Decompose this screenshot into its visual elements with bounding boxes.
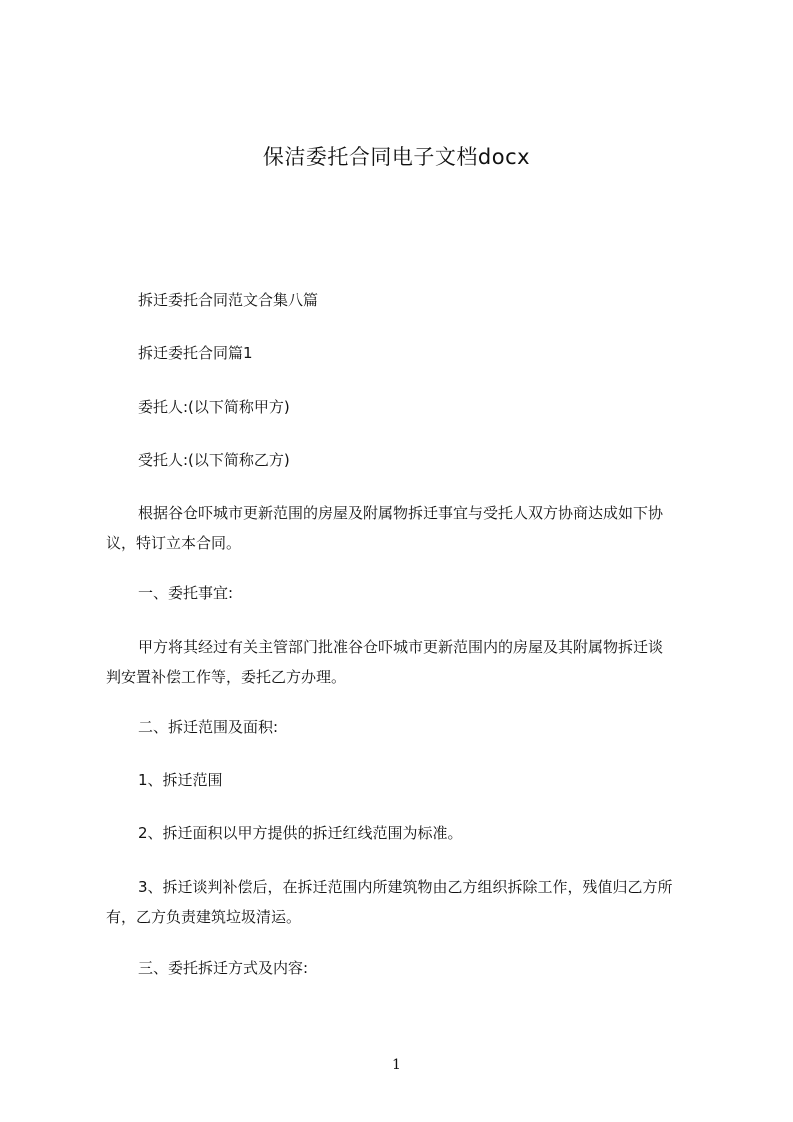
article-1-line-1: 甲方将其经过有关主管部门批准谷仓吓城市更新范围内的房屋及其附属物拆迁谈 xyxy=(138,638,664,656)
article-2-heading: 二、拆迁范围及面积: xyxy=(138,718,279,736)
article-1-line-2: 判安置补偿工作等，委托乙方办理。 xyxy=(106,668,347,686)
page-number: 1 xyxy=(392,1057,401,1073)
collection-heading: 拆迁委托合同范文合集八篇 xyxy=(138,291,319,309)
item-2: 2、拆迁面积以甲方提供的拆迁红线范围为标准。 xyxy=(138,824,463,842)
agent-line: 受托人:(以下简称乙方) xyxy=(138,451,290,469)
intro-paragraph xyxy=(106,498,706,558)
section-title: 拆迁委托合同篇1 xyxy=(138,344,253,362)
intro-line-2: 议，特订立本合同。 xyxy=(106,534,242,552)
intro-line-1: 根据谷仓吓城市更新范围的房屋及附属物拆迁事宜与受托人双方协商达成如下协 xyxy=(138,504,664,522)
document-title: 保洁委托合同电子文档docx xyxy=(262,145,531,169)
item-3-line-2: 有，乙方负责建筑垃圾清运。 xyxy=(106,908,302,926)
client-line: 委托人:(以下简称甲方) xyxy=(138,398,290,416)
article-3-heading: 三、委托拆迁方式及内容: xyxy=(138,959,309,977)
article-1-body xyxy=(106,632,706,692)
item-3 xyxy=(106,872,706,932)
item-3-line-1: 3、拆迁谈判补偿后，在拆迁范围内所建筑物由乙方组织拆除工作，残值归乙方所 xyxy=(138,878,673,896)
article-1-heading: 一、委托事宜: xyxy=(138,584,234,602)
item-1: 1、拆迁范围 xyxy=(138,771,223,789)
